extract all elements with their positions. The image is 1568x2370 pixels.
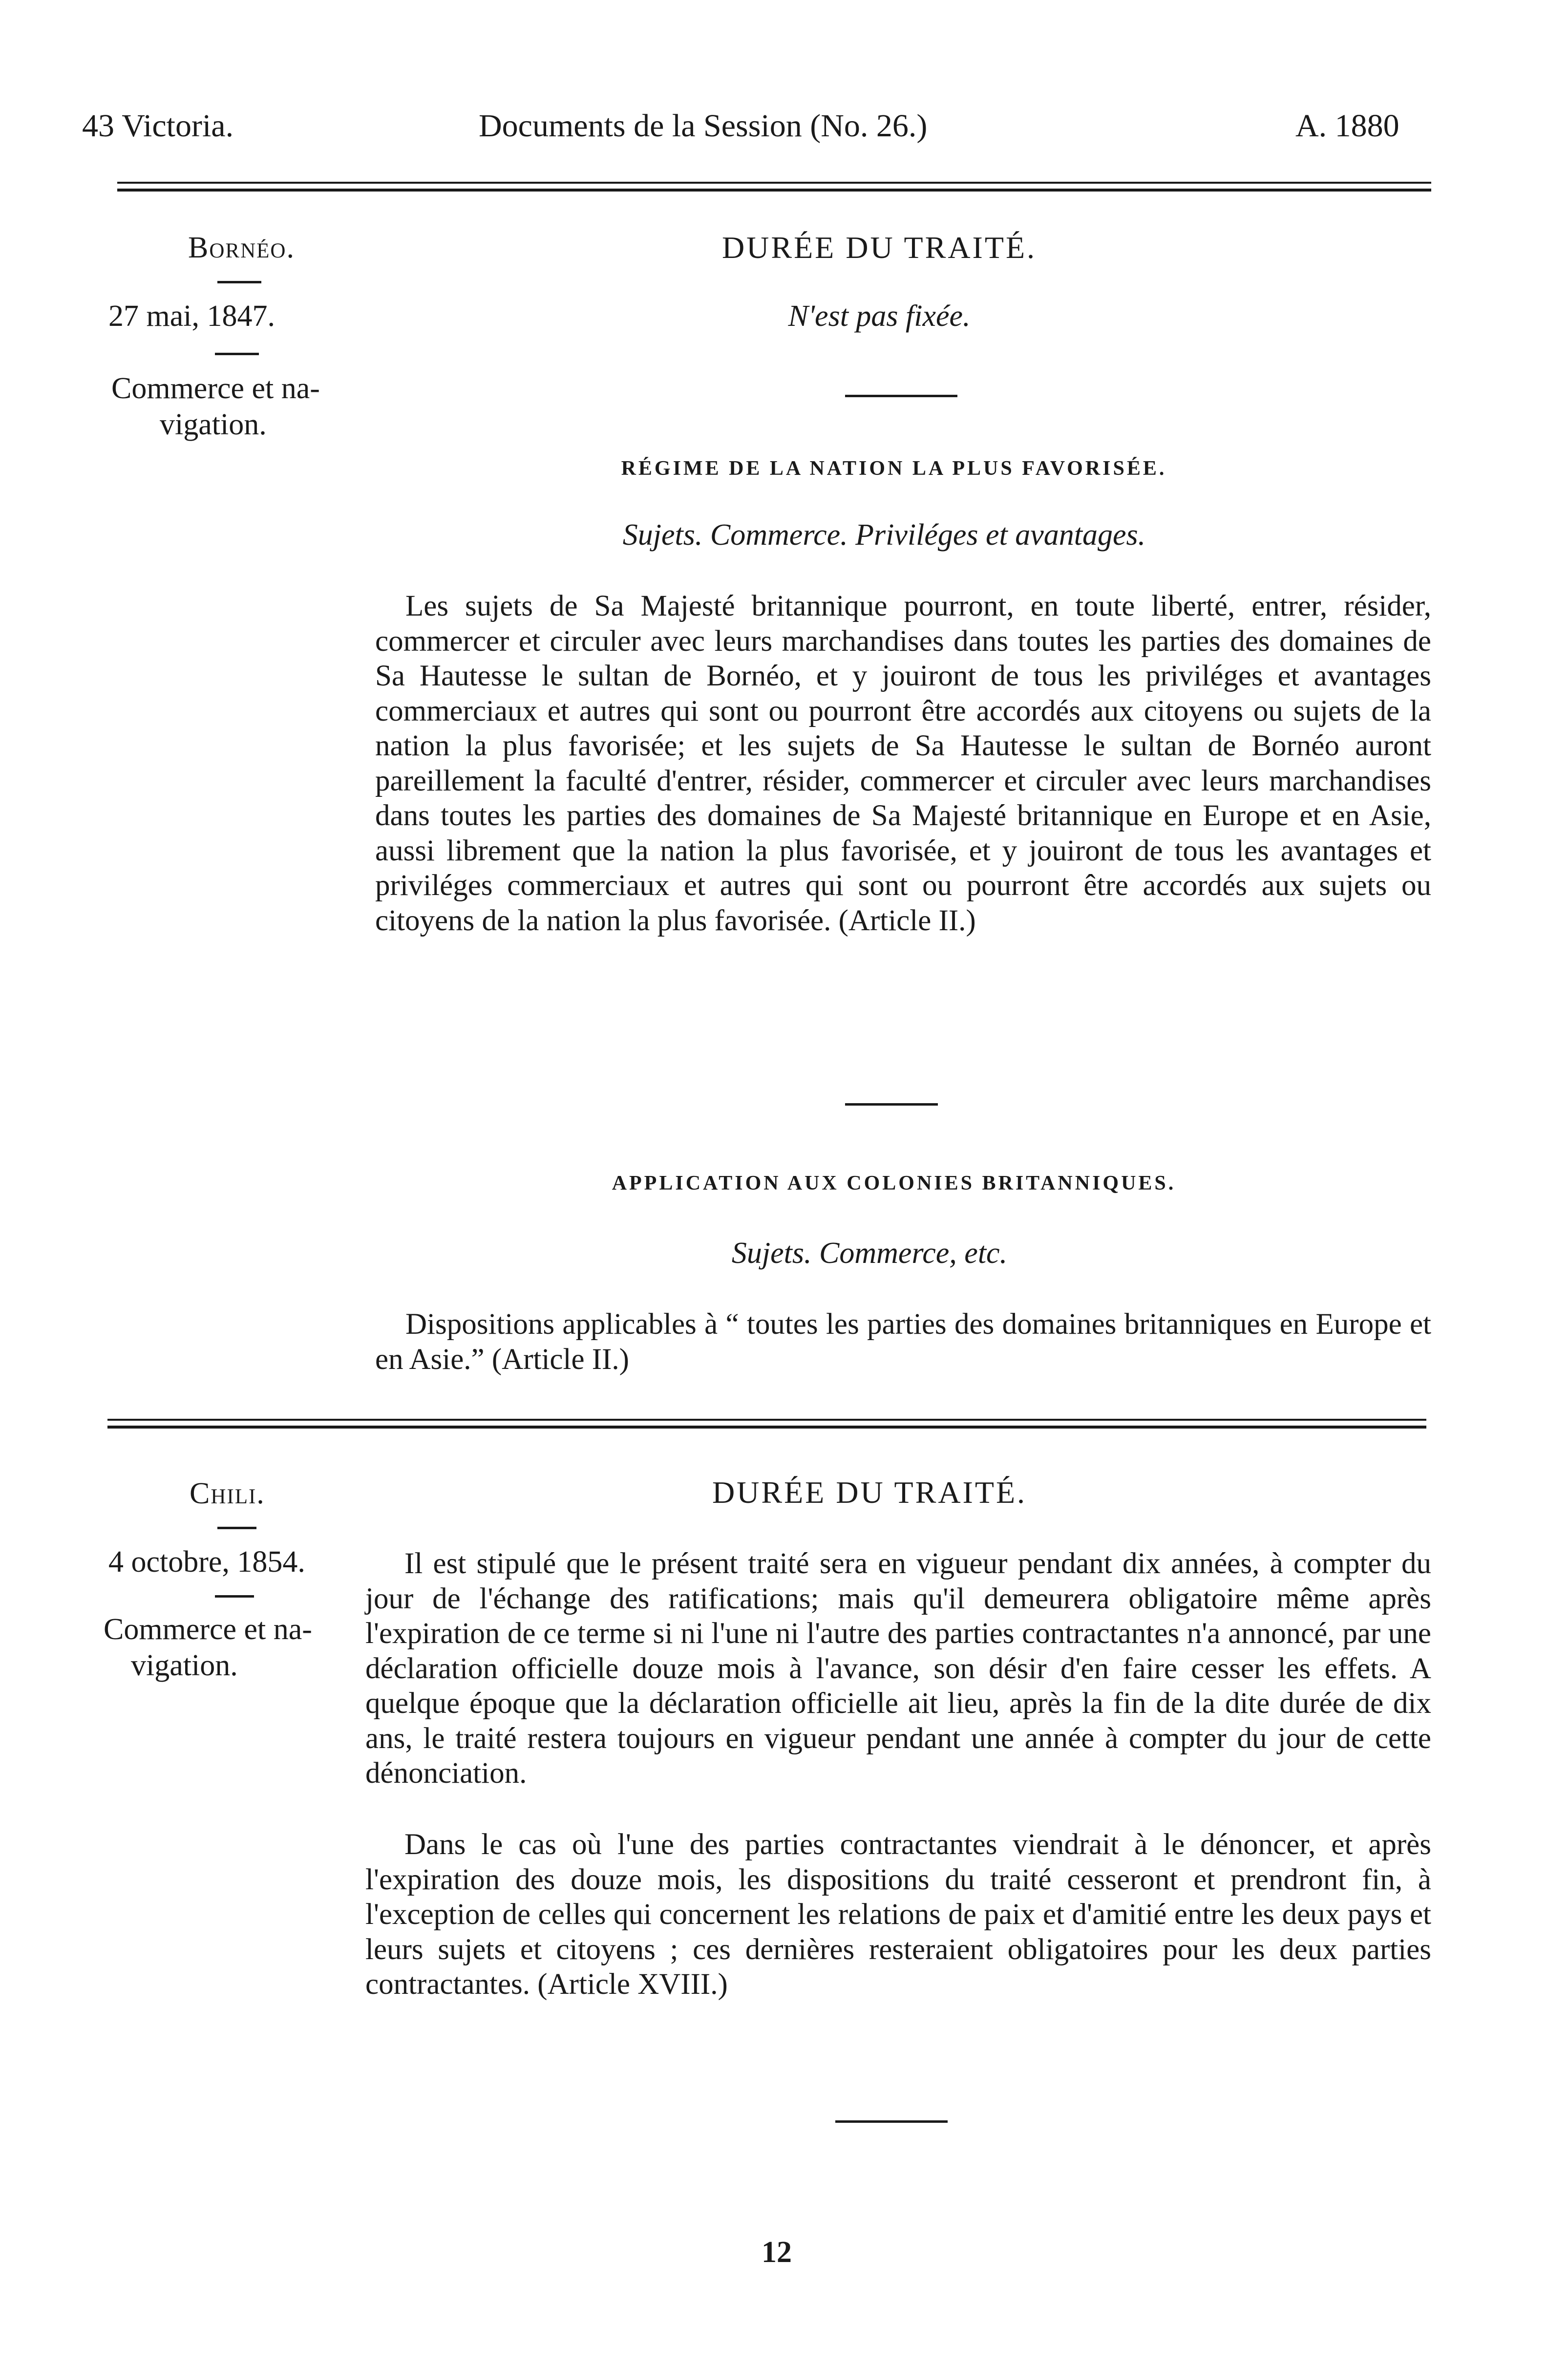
margin-subject-chili-2: vigation. (131, 1649, 238, 1682)
header-left: 43 Victoria. (82, 108, 234, 144)
margin-date-borneo: 27 mai, 1847. (108, 299, 275, 333)
duree-text-borneo: N'est pas fixée. (788, 299, 971, 333)
paragraph-regime-text: Les sujets de Sa Majesté britannique pourront, en toute liberté, entrer, résider, commercer et circuler avec leurs marchandises dans toutes les parties des domaines de Sa Hautesse le sultan de Bornéo, et y jouiront de tous les priviléges et avantages commerciaux et autres qui sont ou pourront être accordés aux citoyens ou sujets de la nation la plus favorisée; et les sujets de Sa Hautesse le sultan de Bornéo auront pareillement la faculté d'entrer, résider, commercer et circuler avec leurs marchandises dans toutes les parties des domaines de Sa Majesté britannique en Europe et en Asie, aussi librement que la nation la plus favorisée, et y jouiront de tous les avantages et priviléges commerciaux et autres qui sont ou pourront être accordés aux sujets ou citoyens de la nation la plus favorisée. (Article II.) (375, 590, 1431, 937)
section-divider (845, 1103, 938, 1106)
subheading-application: Sujets. Commerce, etc. (731, 1237, 1008, 1270)
paragraph-regime (375, 589, 1431, 938)
margin-divider (215, 1595, 254, 1598)
margin-divider (217, 1527, 256, 1529)
paragraph-chili-1-text: Il est stipulé que le présent traité sera en vigueur pendant dix années, à compter du jour de l'échange des ratifications; mais qu'il demeurera obligatoire même après l'expiration de ce terme si ni l'une ni l'autre des parties contractantes n'a annoncé, par une déclaration officielle douze mois à l'avance, son désir d'en faire cesser les effets. A quelque époque que la déclaration officielle ait lieu, après la fin de la dite durée de dix ans, le traité restera toujours en vigueur pendant une année à compter du jour de cette dénonciation. (365, 1547, 1431, 1790)
margin-subject-borneo-1: Commerce et na- (111, 372, 320, 405)
paragraph-chili-2 (365, 1827, 1431, 2002)
header-right: A. 1880 (1295, 108, 1399, 144)
paragraph-chili-2-text: Dans le cas où l'une des parties contractantes viendrait à le dénoncer, et après l'expiration des douze mois, les dispositions du traité cesseront et prendront fin, à l'exception de celles qui concernent les relations de paix et d'amitié entre les deux pays et leurs sujets et citoyens ; ces dernières resteraient obligatoires pour les deux parties contractantes. (Article XVIII.) (365, 1828, 1431, 2001)
section-divider (835, 2120, 948, 2123)
header-rule-top (117, 182, 1431, 184)
header-rule-bottom (117, 189, 1431, 192)
heading-regime: RÉGIME DE LA NATION LA PLUS FAVORISÉE. (621, 457, 1167, 480)
paragraph-application-text: Dispositions applicables à “ toutes les parties des domaines britanniques en Europe et en Asie.” (Article II.) (375, 1308, 1431, 1376)
margin-subject-chili-1: Commerce et na- (104, 1613, 312, 1646)
margin-date-chili: 4 octobre, 1854. (108, 1545, 305, 1579)
subheading-regime: Sujets. Commerce. Priviléges et avantages. (622, 518, 1146, 552)
section-rule-bottom (107, 1426, 1426, 1429)
page-number: 12 (762, 2236, 792, 2269)
margin-divider (215, 353, 259, 355)
heading-duree-chili: DURÉE DU TRAITÉ. (712, 1475, 1027, 1510)
heading-application: APPLICATION AUX COLONIES BRITANNIQUES. (612, 1172, 1176, 1195)
paragraph-application (375, 1307, 1431, 1377)
section-rule-top (107, 1419, 1426, 1421)
section-divider (845, 395, 957, 397)
heading-duree-borneo: DURÉE DU TRAITÉ. (721, 230, 1037, 265)
header-center: Documents de la Session (No. 26.) (479, 108, 928, 144)
margin-country-chili: Chili. (190, 1477, 265, 1510)
margin-country-borneo: Bornéo. (188, 231, 295, 264)
margin-subject-borneo-2: vigation. (160, 408, 267, 441)
margin-divider (217, 281, 261, 283)
paragraph-chili-1 (365, 1546, 1431, 1791)
